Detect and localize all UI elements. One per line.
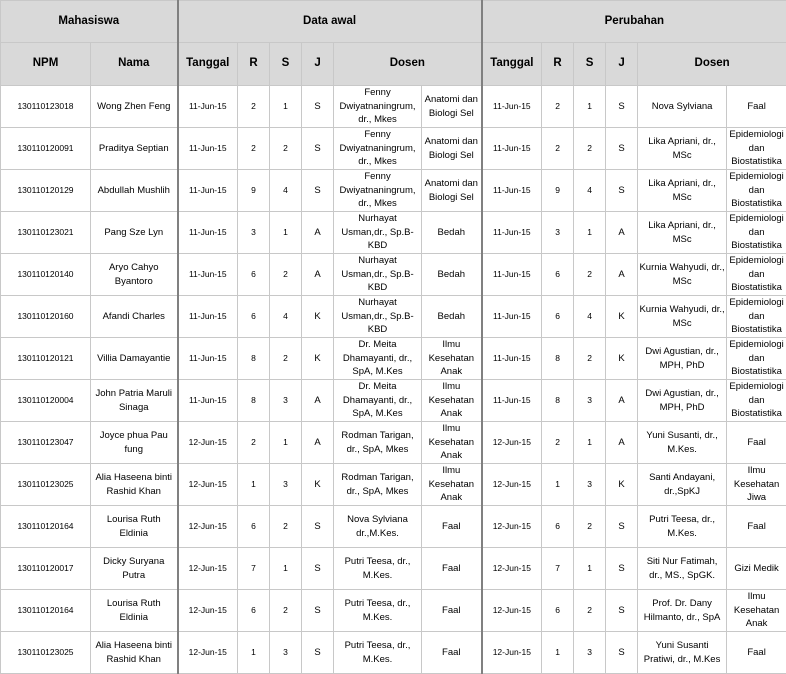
cell-dosen-perubahan: Kurnia Wahyudi, dr., MSc	[638, 254, 727, 296]
cell-nama: John Patria Maruli Sinaga	[91, 380, 178, 422]
group-data-awal: Data awal	[178, 1, 482, 43]
col-dosen-perubahan: Dosen	[638, 43, 786, 86]
cell-npm: 130110123025	[1, 464, 91, 506]
cell-s: 2	[270, 590, 302, 632]
cell-s: 2	[270, 338, 302, 380]
cell-dosen-perubahan: Dwi Agustian, dr., MPH, PhD	[638, 338, 727, 380]
cell-bagian: Bedah	[422, 254, 482, 296]
cell-bagian-perubahan: Faal	[727, 632, 786, 674]
cell-j-perubahan: S	[606, 506, 638, 548]
cell-j-perubahan: K	[606, 464, 638, 506]
cell-tanggal: 11-Jun-15	[178, 86, 238, 128]
cell-dosen: Fenny Dwiyatnaningrum, dr., Mkes	[334, 128, 422, 170]
cell-dosen: Nurhayat Usman,dr., Sp.B-KBD	[334, 254, 422, 296]
cell-s: 1	[270, 422, 302, 464]
cell-bagian-perubahan: Epidemiologi dan Biostatistika	[727, 296, 786, 338]
cell-npm: 130110123025	[1, 632, 91, 674]
cell-j: K	[302, 338, 334, 380]
cell-r: 6	[238, 506, 270, 548]
cell-j: A	[302, 422, 334, 464]
cell-j: A	[302, 254, 334, 296]
cell-s: 2	[270, 128, 302, 170]
cell-dosen: Rodman Tarigan, dr., SpA, Mkes	[334, 464, 422, 506]
cell-dosen: Dr. Meita Dhamayanti, dr., SpA, M.Kes	[334, 338, 422, 380]
cell-bagian-perubahan: Epidemiologi dan Biostatistika	[727, 128, 786, 170]
cell-r: 6	[238, 254, 270, 296]
cell-r-perubahan: 7	[542, 548, 574, 590]
cell-j: S	[302, 632, 334, 674]
cell-tanggal-perubahan: 11-Jun-15	[482, 212, 542, 254]
cell-s-perubahan: 2	[574, 590, 606, 632]
cell-bagian-perubahan: Ilmu Kesehatan Anak	[727, 590, 786, 632]
group-perubahan: Perubahan	[482, 1, 786, 43]
col-j: J	[302, 43, 334, 86]
table-row	[1, 590, 786, 632]
cell-tanggal: 12-Jun-15	[178, 632, 238, 674]
cell-r: 7	[238, 548, 270, 590]
cell-bagian-perubahan: Ilmu Kesehatan Jiwa	[727, 464, 786, 506]
cell-s-perubahan: 1	[574, 86, 606, 128]
cell-dosen: Rodman Tarigan, dr., SpA, Mkes	[334, 422, 422, 464]
cell-j: A	[302, 380, 334, 422]
cell-s-perubahan: 1	[574, 422, 606, 464]
cell-tanggal: 11-Jun-15	[178, 380, 238, 422]
cell-npm: 130110120121	[1, 338, 91, 380]
cell-tanggal-perubahan: 12-Jun-15	[482, 464, 542, 506]
table-row	[1, 128, 786, 170]
cell-bagian-perubahan: Epidemiologi dan Biostatistika	[727, 170, 786, 212]
cell-npm: 130110120140	[1, 254, 91, 296]
cell-bagian-perubahan: Faal	[727, 422, 786, 464]
col-j-perubahan: J	[606, 43, 638, 86]
cell-npm: 130110120129	[1, 170, 91, 212]
col-s-perubahan: S	[574, 43, 606, 86]
cell-j: A	[302, 212, 334, 254]
cell-dosen: Nurhayat Usman,dr., Sp.B-KBD	[334, 296, 422, 338]
cell-bagian: Faal	[422, 548, 482, 590]
cell-dosen-perubahan: Santi Andayani, dr.,SpKJ	[638, 464, 727, 506]
cell-dosen-perubahan: Prof. Dr. Dany Hilmanto, dr., SpA	[638, 590, 727, 632]
cell-npm: 130110120017	[1, 548, 91, 590]
table-body	[1, 86, 786, 674]
cell-tanggal-perubahan: 12-Jun-15	[482, 632, 542, 674]
cell-tanggal: 12-Jun-15	[178, 590, 238, 632]
header-group-row	[1, 1, 786, 43]
cell-bagian-perubahan: Epidemiologi dan Biostatistika	[727, 380, 786, 422]
table-row	[1, 506, 786, 548]
cell-s-perubahan: 1	[574, 548, 606, 590]
cell-dosen-perubahan: Dwi Agustian, dr., MPH, PhD	[638, 380, 727, 422]
cell-j: S	[302, 506, 334, 548]
cell-bagian: Faal	[422, 506, 482, 548]
cell-s: 1	[270, 212, 302, 254]
cell-s-perubahan: 4	[574, 170, 606, 212]
cell-tanggal: 12-Jun-15	[178, 464, 238, 506]
cell-tanggal: 11-Jun-15	[178, 170, 238, 212]
cell-tanggal: 12-Jun-15	[178, 422, 238, 464]
cell-s: 4	[270, 296, 302, 338]
cell-j-perubahan: A	[606, 212, 638, 254]
table-row	[1, 380, 786, 422]
cell-r-perubahan: 6	[542, 254, 574, 296]
cell-r-perubahan: 1	[542, 632, 574, 674]
cell-npm: 130110123047	[1, 422, 91, 464]
cell-bagian-perubahan: Faal	[727, 506, 786, 548]
cell-tanggal-perubahan: 11-Jun-15	[482, 128, 542, 170]
table-row	[1, 212, 786, 254]
cell-bagian-perubahan: Epidemiologi dan Biostatistika	[727, 338, 786, 380]
cell-r-perubahan: 6	[542, 506, 574, 548]
cell-npm: 130110120004	[1, 380, 91, 422]
col-s: S	[270, 43, 302, 86]
cell-tanggal-perubahan: 11-Jun-15	[482, 254, 542, 296]
cell-tanggal-perubahan: 12-Jun-15	[482, 590, 542, 632]
cell-dosen: Fenny Dwiyatnaningrum, dr., Mkes	[334, 170, 422, 212]
cell-bagian-perubahan: Faal	[727, 86, 786, 128]
cell-dosen: Putri Teesa, dr., M.Kes.	[334, 632, 422, 674]
cell-bagian-perubahan: Gizi Medik	[727, 548, 786, 590]
cell-bagian: Faal	[422, 632, 482, 674]
cell-bagian: Anatomi dan Biologi Sel	[422, 170, 482, 212]
cell-tanggal: 11-Jun-15	[178, 254, 238, 296]
col-tanggal-perubahan: Tanggal	[482, 43, 542, 86]
cell-s-perubahan: 4	[574, 296, 606, 338]
cell-r: 1	[238, 632, 270, 674]
cell-j: K	[302, 464, 334, 506]
table-row	[1, 464, 786, 506]
cell-s: 3	[270, 632, 302, 674]
cell-dosen: Putri Teesa, dr., M.Kes.	[334, 548, 422, 590]
col-r-perubahan: R	[542, 43, 574, 86]
cell-s: 3	[270, 380, 302, 422]
cell-nama: Afandi Charles	[91, 296, 178, 338]
cell-s-perubahan: 3	[574, 380, 606, 422]
cell-bagian: Ilmu Kesehatan Anak	[422, 380, 482, 422]
cell-s: 1	[270, 548, 302, 590]
table-row	[1, 170, 786, 212]
cell-s-perubahan: 3	[574, 464, 606, 506]
table-row	[1, 296, 786, 338]
table-row	[1, 254, 786, 296]
cell-r: 2	[238, 422, 270, 464]
cell-dosen: Dr. Meita Dhamayanti, dr., SpA, M.Kes	[334, 380, 422, 422]
cell-npm: 130110120164	[1, 590, 91, 632]
cell-j-perubahan: S	[606, 170, 638, 212]
cell-dosen-perubahan: Lika Apriani, dr., MSc	[638, 128, 727, 170]
cell-nama: Pang Sze Lyn	[91, 212, 178, 254]
cell-npm: 130110120160	[1, 296, 91, 338]
cell-dosen: Putri Teesa, dr., M.Kes.	[334, 590, 422, 632]
cell-r-perubahan: 3	[542, 212, 574, 254]
cell-npm: 130110123021	[1, 212, 91, 254]
cell-r-perubahan: 2	[542, 128, 574, 170]
cell-tanggal-perubahan: 12-Jun-15	[482, 506, 542, 548]
cell-s: 2	[270, 506, 302, 548]
cell-j: S	[302, 128, 334, 170]
cell-bagian: Ilmu Kesehatan Anak	[422, 464, 482, 506]
cell-bagian: Anatomi dan Biologi Sel	[422, 86, 482, 128]
cell-nama: Joyce phua Pau fung	[91, 422, 178, 464]
cell-dosen-perubahan: Putri Teesa, dr., M.Kes.	[638, 506, 727, 548]
table-header	[1, 1, 786, 86]
cell-bagian: Ilmu Kesehatan Anak	[422, 338, 482, 380]
col-npm: NPM	[1, 43, 91, 86]
cell-dosen: Fenny Dwiyatnaningrum, dr., Mkes	[334, 86, 422, 128]
table-row	[1, 422, 786, 464]
cell-j-perubahan: A	[606, 380, 638, 422]
cell-j-perubahan: K	[606, 338, 638, 380]
header-column-row	[1, 43, 786, 86]
cell-r-perubahan: 6	[542, 296, 574, 338]
cell-j: S	[302, 590, 334, 632]
cell-s: 3	[270, 464, 302, 506]
cell-dosen-perubahan: Lika Apriani, dr., MSc	[638, 170, 727, 212]
cell-tanggal-perubahan: 12-Jun-15	[482, 422, 542, 464]
cell-dosen-perubahan: Yuni Susanti Pratiwi, dr., M.Kes	[638, 632, 727, 674]
cell-nama: Abdullah Mushlih	[91, 170, 178, 212]
col-dosen: Dosen	[334, 43, 482, 86]
cell-tanggal-perubahan: 11-Jun-15	[482, 86, 542, 128]
cell-nama: Aryo Cahyo Byantoro	[91, 254, 178, 296]
cell-dosen-perubahan: Nova Sylviana	[638, 86, 727, 128]
cell-nama: Dicky Suryana Putra	[91, 548, 178, 590]
cell-j-perubahan: S	[606, 86, 638, 128]
cell-s-perubahan: 1	[574, 212, 606, 254]
cell-r-perubahan: 6	[542, 590, 574, 632]
cell-j: K	[302, 296, 334, 338]
cell-r-perubahan: 8	[542, 338, 574, 380]
cell-bagian-perubahan: Epidemiologi dan Biostatistika	[727, 212, 786, 254]
cell-dosen-perubahan: Siti Nur Fatimah, dr., MS., SpGK.	[638, 548, 727, 590]
cell-npm: 130110120164	[1, 506, 91, 548]
table-row	[1, 338, 786, 380]
cell-s-perubahan: 2	[574, 338, 606, 380]
cell-nama: Lourisa Ruth Eldinia	[91, 506, 178, 548]
cell-dosen: Nova Sylviana dr.,M.Kes.	[334, 506, 422, 548]
cell-tanggal-perubahan: 11-Jun-15	[482, 170, 542, 212]
col-tanggal: Tanggal	[178, 43, 238, 86]
cell-npm: 130110120091	[1, 128, 91, 170]
cell-dosen: Nurhayat Usman,dr., Sp.B-KBD	[334, 212, 422, 254]
cell-r-perubahan: 1	[542, 464, 574, 506]
cell-nama: Lourisa Ruth Eldinia	[91, 590, 178, 632]
cell-npm: 130110123018	[1, 86, 91, 128]
cell-r-perubahan: 2	[542, 422, 574, 464]
cell-r-perubahan: 9	[542, 170, 574, 212]
cell-bagian: Bedah	[422, 212, 482, 254]
cell-r: 2	[238, 86, 270, 128]
col-nama: Nama	[91, 43, 178, 86]
cell-tanggal: 12-Jun-15	[178, 506, 238, 548]
cell-s-perubahan: 2	[574, 254, 606, 296]
cell-nama: Alia Haseena binti Rashid Khan	[91, 464, 178, 506]
table-row	[1, 548, 786, 590]
cell-tanggal-perubahan: 11-Jun-15	[482, 296, 542, 338]
cell-dosen-perubahan: Yuni Susanti, dr., M.Kes.	[638, 422, 727, 464]
cell-tanggal: 11-Jun-15	[178, 128, 238, 170]
cell-r-perubahan: 8	[542, 380, 574, 422]
cell-s: 4	[270, 170, 302, 212]
cell-s: 2	[270, 254, 302, 296]
cell-tanggal: 12-Jun-15	[178, 548, 238, 590]
cell-bagian-perubahan: Epidemiologi dan Biostatistika	[727, 254, 786, 296]
cell-dosen-perubahan: Lika Apriani, dr., MSc	[638, 212, 727, 254]
cell-dosen-perubahan: Kurnia Wahyudi, dr., MSc	[638, 296, 727, 338]
cell-j-perubahan: S	[606, 632, 638, 674]
cell-tanggal-perubahan: 11-Jun-15	[482, 338, 542, 380]
cell-j: S	[302, 86, 334, 128]
cell-j-perubahan: S	[606, 548, 638, 590]
col-r: R	[238, 43, 270, 86]
cell-tanggal: 11-Jun-15	[178, 296, 238, 338]
cell-r: 3	[238, 212, 270, 254]
cell-tanggal-perubahan: 11-Jun-15	[482, 380, 542, 422]
table-row	[1, 632, 786, 674]
cell-j-perubahan: S	[606, 128, 638, 170]
cell-bagian: Bedah	[422, 296, 482, 338]
cell-bagian: Ilmu Kesehatan Anak	[422, 422, 482, 464]
cell-s-perubahan: 2	[574, 128, 606, 170]
cell-nama: Villia Damayantie	[91, 338, 178, 380]
cell-j-perubahan: S	[606, 590, 638, 632]
cell-s: 1	[270, 86, 302, 128]
cell-r: 9	[238, 170, 270, 212]
cell-j-perubahan: K	[606, 296, 638, 338]
cell-nama: Alia Haseena binti Rashid Khan	[91, 632, 178, 674]
cell-j-perubahan: A	[606, 422, 638, 464]
cell-r: 2	[238, 128, 270, 170]
cell-bagian: Anatomi dan Biologi Sel	[422, 128, 482, 170]
group-mahasiswa: Mahasiswa	[1, 1, 178, 43]
cell-s-perubahan: 2	[574, 506, 606, 548]
cell-tanggal: 11-Jun-15	[178, 338, 238, 380]
cell-s-perubahan: 3	[574, 632, 606, 674]
table-row	[1, 86, 786, 128]
cell-tanggal-perubahan: 12-Jun-15	[482, 548, 542, 590]
cell-r: 6	[238, 590, 270, 632]
cell-j-perubahan: A	[606, 254, 638, 296]
cell-nama: Praditya Septian	[91, 128, 178, 170]
cell-r: 8	[238, 338, 270, 380]
cell-nama: Wong Zhen Feng	[91, 86, 178, 128]
cell-bagian: Faal	[422, 590, 482, 632]
cell-tanggal: 11-Jun-15	[178, 212, 238, 254]
cell-r: 1	[238, 464, 270, 506]
cell-r: 8	[238, 380, 270, 422]
cell-r: 6	[238, 296, 270, 338]
cell-j: S	[302, 170, 334, 212]
cell-r-perubahan: 2	[542, 86, 574, 128]
cell-j: S	[302, 548, 334, 590]
